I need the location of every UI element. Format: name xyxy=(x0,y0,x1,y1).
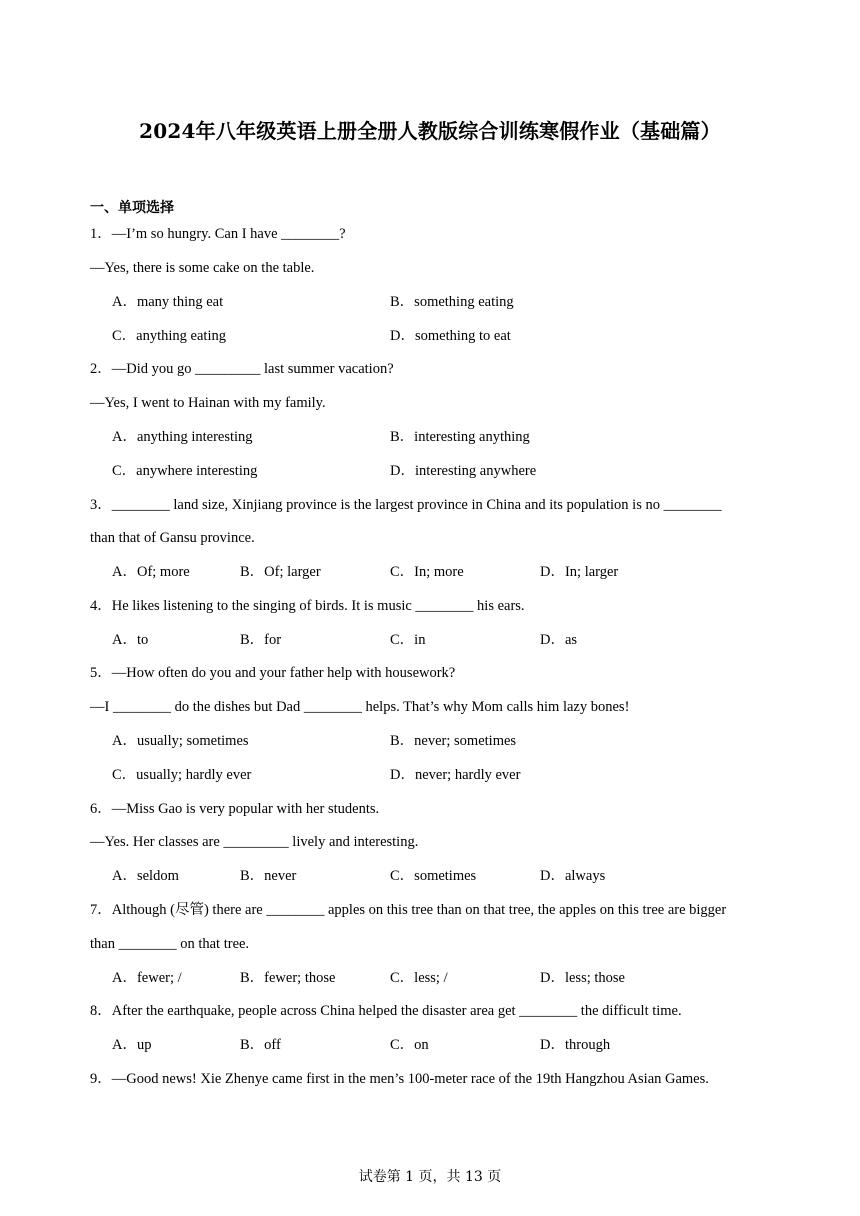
q6-stem: 6．—Miss Gao is very popular with her students. xyxy=(90,801,380,817)
q4-option-a[interactable]: A．to xyxy=(112,632,149,648)
q1-reply: —Yes, there is some cake on the table. xyxy=(90,260,315,276)
q4-option-b[interactable]: B．for xyxy=(240,632,282,648)
q6-option-a[interactable]: A．seldom xyxy=(112,868,179,884)
q1-option-c[interactable]: C．anything eating xyxy=(112,328,226,344)
q6-option-d[interactable]: D．always xyxy=(540,868,606,884)
q2-option-a[interactable]: A．anything interesting xyxy=(112,429,253,445)
q2-option-d[interactable]: D．interesting anywhere xyxy=(390,463,537,479)
q3-option-c[interactable]: C．In; more xyxy=(390,564,464,580)
q6-option-b[interactable]: B．never xyxy=(240,868,297,884)
page-title: 2024年八年级英语上册全册人教版综合训练寒假作业（基础篇） xyxy=(139,119,721,143)
q4-stem: 4．He likes listening to the singing of birds. It is music ________ his ears. xyxy=(90,598,525,614)
q5-option-b[interactable]: B．never; sometimes xyxy=(390,733,517,749)
q3-option-d[interactable]: D．In; larger xyxy=(540,564,619,580)
q7-stem-cont: than ________ on that tree. xyxy=(90,936,250,952)
q3-stem-cont: than that of Gansu province. xyxy=(90,530,255,546)
q5-stem: 5．—How often do you and your father help with housework? xyxy=(90,665,456,681)
q5-reply: —I ________ do the dishes but Dad ________ helps. That’s why Mom calls him lazy bones! xyxy=(90,699,630,715)
q7-stem: 7．Although (尽管) there are ________ apples on this tree than on that tree, the apples on this tree are bigger xyxy=(90,902,727,918)
q5-option-a[interactable]: A．usually; sometimes xyxy=(112,733,249,749)
q9-stem: 9．—Good news! Xie Zhenye came first in the men’s 100-meter race of the 19th Hangzhou Asian Games. xyxy=(90,1071,709,1087)
q7-option-a[interactable]: A．fewer; / xyxy=(112,970,182,986)
q7-option-b[interactable]: B．fewer; those xyxy=(240,970,336,986)
q8-option-b[interactable]: B．off xyxy=(240,1037,281,1053)
q2-stem: 2．—Did you go _________ last summer vacation? xyxy=(90,361,394,377)
q1-option-b[interactable]: B．something eating xyxy=(390,294,514,310)
q1-stem: 1．—I’m so hungry. Can I have ________? xyxy=(90,226,346,242)
q5-option-c[interactable]: C．usually; hardly ever xyxy=(112,767,252,783)
page-footer: 试卷第 1 页，共 13 页 xyxy=(358,1169,502,1185)
q6-reply: —Yes. Her classes are _________ lively and interesting. xyxy=(90,834,419,850)
q1-option-a[interactable]: A．many thing eat xyxy=(112,294,224,310)
q6-option-c[interactable]: C．sometimes xyxy=(390,868,477,884)
q2-option-c[interactable]: C．anywhere interesting xyxy=(112,463,258,479)
q4-option-d[interactable]: D．as xyxy=(540,632,578,648)
q7-option-c[interactable]: C．less; / xyxy=(390,970,448,986)
section-heading: 一、单项选择 xyxy=(90,200,174,216)
q3-stem: 3．________ land size, Xinjiang province is the largest province in China and its population is no ________ xyxy=(90,497,722,513)
q2-option-b[interactable]: B．interesting anything xyxy=(390,429,530,445)
q3-option-b[interactable]: B．Of; larger xyxy=(240,564,321,580)
q4-option-c[interactable]: C．in xyxy=(390,632,426,648)
q8-stem: 8．After the earthquake, people across China helped the disaster area get ________ the difficult time. xyxy=(90,1003,682,1019)
q2-reply: —Yes, I went to Hainan with my family. xyxy=(90,395,326,411)
q7-option-d[interactable]: D．less; those xyxy=(540,970,625,986)
q8-option-a[interactable]: A．up xyxy=(112,1037,152,1053)
q1-option-d[interactable]: D．something to eat xyxy=(390,328,511,344)
q3-option-a[interactable]: A．Of; more xyxy=(112,564,190,580)
q8-option-c[interactable]: C．on xyxy=(390,1037,429,1053)
q5-option-d[interactable]: D．never; hardly ever xyxy=(390,767,521,783)
q8-option-d[interactable]: D．through xyxy=(540,1037,611,1053)
